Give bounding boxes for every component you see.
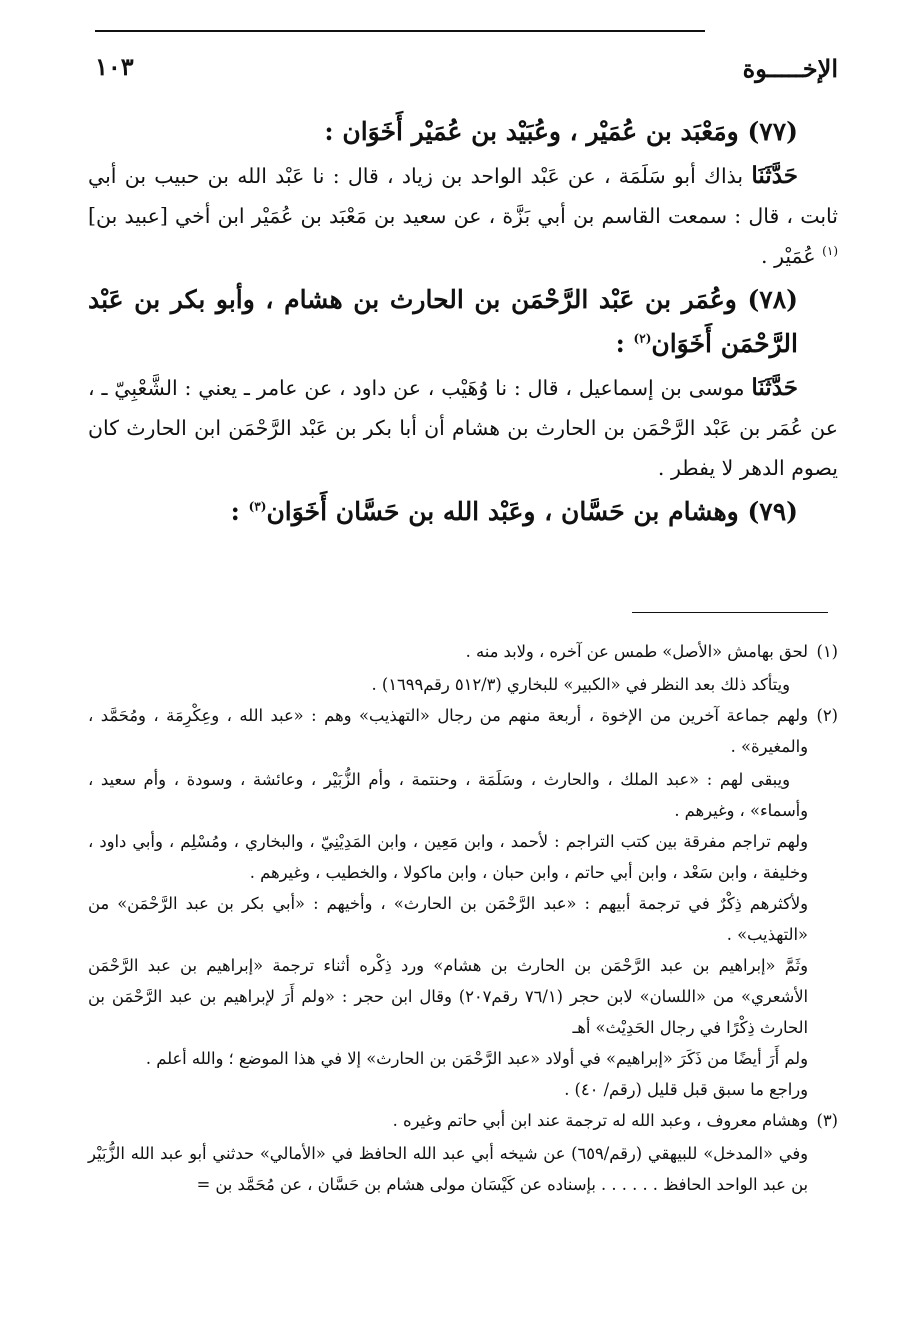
footnote-number: (٢) bbox=[816, 706, 838, 725]
footnote-separator bbox=[632, 612, 828, 613]
hadith-lead-word: حَدَّثَنَا bbox=[751, 162, 798, 189]
entry-77-text bbox=[88, 156, 838, 276]
entry-79-heading-b: : bbox=[230, 497, 249, 526]
entry-78-heading-b: : bbox=[615, 329, 634, 358]
entry-77-text-a: بذاك أبو سَلَمَة ، عن عَبْد الواحد بن زياد ، قال : نا عَبْد الله بن حبيب بن أبي ثابت ، قال : سمعت القاسم بن أبي بَزَّة ، عن سعيد بن مَعْبَد بن عُمَيْر ابن أخي [عبيد بن] bbox=[88, 164, 838, 228]
hadith-lead-word: حَدَّثَنَا bbox=[751, 374, 798, 401]
entry-79-heading-a: (٧٩) وهشام بن حَسَّان ، وعَبْد الله بن حَسَّان أَخَوَان bbox=[266, 497, 798, 526]
footnote-ref-2[interactable]: (٢) bbox=[633, 331, 652, 346]
footnote-2-para-6: ولم أَرَ أيضًا من ذَكَرَ «إبراهيم» في أولاد «عبد الرَّحْمَن بن الحارث» إلا في هذا الموضع ؛ والله أعلم . bbox=[145, 1049, 808, 1068]
footnote-3-line-2: وفي «المدخل» للبيهقي (رقم/٦٥٩) عن شيخه أبي عبد الله الحافظ في «الأمالي» حدثني أبو عبد الله الزُّبَيْر بن عبد الواحد الحافظ . . . . . . بإسناده عن كَيْسَان مولى هشام بن حَسَّان ، عن مُحَمَّد بن = bbox=[88, 1144, 808, 1194]
entry-77-text-b: عُمَيْر . bbox=[761, 244, 823, 268]
header-rule bbox=[95, 30, 705, 32]
footnotes bbox=[88, 636, 838, 1200]
footnote-2-para-5: وثَمَّ «إبراهيم بن عبد الرَّحْمَن بن الحارث بن هشام» ورد ذِكْره أثناء ترجمة «إبراهيم بن عبد الرَّحْمَن الأشعري» من «اللسان» لابن حجر (٧٦/١ رقم٢٠٧) وقال ابن حجر : «ولم أَرَ لإبراهيم بن عبد الرَّحْمَن بن الحارث ذِكْرًا في رجال الحَدِيْث» أهـ bbox=[88, 956, 809, 1037]
footnote-2 bbox=[88, 700, 838, 762]
footnote-2-para-2: ويبقى لهم : «عبد الملك ، والحارث ، وسَلَمَة ، وحنتمة ، وأم الزُّبَيْر ، وعائشة ، وسودة ، وأم سعيد ، وأسماء» ، وغيرهم . bbox=[88, 770, 808, 820]
entry-78-text-body: موسى بن إسماعيل ، قال : نا وُهَيْب ، عن داود ، عن عامر ـ يعني : الشَّعْبِيّ ـ ، عن عُمَر بن عَبْد الرَّحْمَن بن الحارث بن هشام أن أبا بكر بن عَبْد الرَّحْمَن ابن الحارث كان يصوم الدهر لا يفطر . bbox=[88, 376, 838, 480]
footnote-3 bbox=[88, 1105, 838, 1136]
footnote-ref-3[interactable]: (٣) bbox=[248, 499, 267, 514]
footnote-1-line-2: ويتأكد ذلك بعد النظر في «الكبير» للبخاري (٥١٢/٣ رقم١٦٩٩) . bbox=[371, 675, 790, 694]
footnote-number: (١) bbox=[816, 642, 838, 661]
footnote-number: (٣) bbox=[816, 1111, 838, 1130]
entry-78-heading-a: (٧٨) وعُمَر بن عَبْد الرَّحْمَن بن الحارث بن هشام ، وأبو بكر بن عَبْد الرَّحْمَن أَخَوَان bbox=[88, 285, 798, 358]
footnote-1 bbox=[88, 636, 838, 667]
running-title: الإخـــــوة bbox=[742, 54, 838, 83]
entry-78-heading bbox=[88, 278, 838, 366]
entry-78-text bbox=[88, 368, 838, 488]
page-header bbox=[95, 48, 838, 88]
footnote-2-para-3: ولهم تراجم مفرقة بين كتب التراجم : لأحمد ، وابن مَعِين ، وابن المَدِيْنِيّ ، والبخاري ، ومُسْلِم ، وأبي داود ، وخليفة ، وابن سَعْد ، وابن أبي حاتم ، وابن حبان ، وابن ماكولا ، والخطيب ، وغيرهم . bbox=[88, 832, 808, 882]
footnote-2-para-4: ولأكثرهم ذِكْرٌ في ترجمة أبيهم : «عبد الرَّحْمَن بن الحارث» ، وأخيهم : «أبي بكر بن عبد الرَّحْمَن» من «التهذيب» . bbox=[88, 894, 808, 944]
page-number: ١٠٣ bbox=[95, 52, 134, 81]
footnote-1-line-1: لحق بهامش «الأصل» طمس عن آخره ، ولابد منه . bbox=[465, 642, 808, 661]
entry-79-heading bbox=[88, 490, 838, 534]
entry-77-heading: (٧٧) ومَعْبَد بن عُمَيْر ، وعُبَيْد بن عُمَيْر أَخَوَان : bbox=[324, 117, 798, 146]
footnote-3-line-1: وهشام معروف ، وعبد الله له ترجمة عند ابن أبي حاتم وغيره . bbox=[392, 1111, 808, 1130]
footnote-2-para-7: وراجع ما سبق قبل قليل (رقم/ ٤٠) . bbox=[564, 1080, 808, 1099]
footnote-2-para-1: ولهم جماعة آخرين من الإخوة ، أربعة منهم من رجال «التهذيب» وهم : «عبد الله ، وعِكْرِمَة ، ومُحَمَّد ، والمغيرة» . bbox=[88, 706, 808, 756]
main-text bbox=[88, 108, 838, 536]
footnote-ref-1[interactable]: (١) bbox=[822, 244, 838, 259]
